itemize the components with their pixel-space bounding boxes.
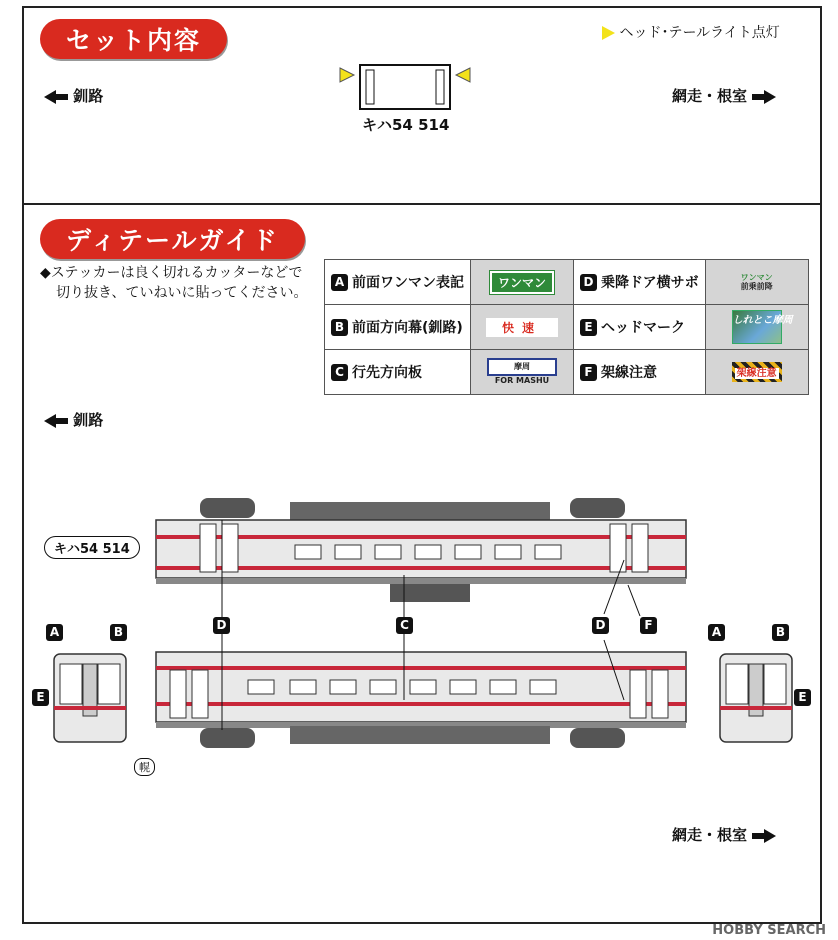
- car-label-detail: キハ54 514: [44, 536, 140, 559]
- car-side-view-upper: [140, 490, 720, 610]
- callout-d-2: D: [592, 617, 609, 634]
- page-frame: [22, 6, 822, 924]
- callout-b: B: [110, 624, 127, 641]
- car-side-view-lower: [140, 640, 720, 760]
- rapid-sticker: 快速: [486, 318, 558, 337]
- direction-left-2: 釧路: [44, 409, 103, 430]
- table-row: A 前面ワンマン表記 ワンマン D 乗降ドア横サボ ワンマン 前乗前降: [325, 260, 809, 305]
- coupler-label: 幌: [134, 758, 155, 776]
- car-front-left: [50, 650, 130, 750]
- sticker-table: [324, 259, 809, 395]
- headmark-sticker: しれとこ摩周: [732, 310, 782, 344]
- car-topview-icon: [336, 62, 476, 114]
- direction-right-2: 網走・根室: [672, 824, 776, 845]
- table-row: B 前面方向幕(釧路) 快速 E ヘッドマーク しれとこ摩周: [325, 305, 809, 350]
- watermark: HOBBY SEARCH: [712, 923, 826, 938]
- car-front-right: [716, 650, 796, 750]
- light-legend: ヘッド･テールライト点灯: [602, 22, 780, 42]
- callout-c: C: [396, 617, 413, 634]
- note-line-2: 切り抜き、ていねいに貼ってください。: [56, 285, 308, 301]
- detail-guide-title: ディテールガイド: [40, 219, 305, 259]
- wire-warning-sticker: 架線注意: [732, 362, 782, 382]
- set-contents-title: セット内容: [40, 19, 227, 59]
- car-label-set: キハ54 514: [362, 116, 450, 134]
- direction-right: 網走・根室: [672, 85, 776, 106]
- callout-f: F: [640, 617, 657, 634]
- arrow-right-icon: [764, 90, 776, 104]
- arrow-left-icon: [44, 90, 56, 104]
- callout-e-2: E: [794, 689, 811, 706]
- callout-b-2: B: [772, 624, 789, 641]
- oneman-sticker: ワンマン: [490, 271, 554, 294]
- callout-e: E: [32, 689, 49, 706]
- arrow-left-icon: [44, 414, 56, 428]
- arrow-right-icon: [764, 829, 776, 843]
- light-triangle-icon: [602, 26, 615, 40]
- table-row: C 行先方向板 摩周 FOR MASHU F 架線注意 架線注意: [325, 350, 809, 395]
- direction-left: 釧路: [44, 85, 103, 106]
- callout-a-2: A: [708, 624, 725, 641]
- note-line-1: ◆ステッカーは良く切れるカッターなどで: [40, 265, 303, 281]
- section-divider: [22, 203, 822, 205]
- callout-d: D: [213, 617, 230, 634]
- callout-a: A: [46, 624, 63, 641]
- destination-sticker: 摩周 FOR MASHU: [487, 358, 557, 376]
